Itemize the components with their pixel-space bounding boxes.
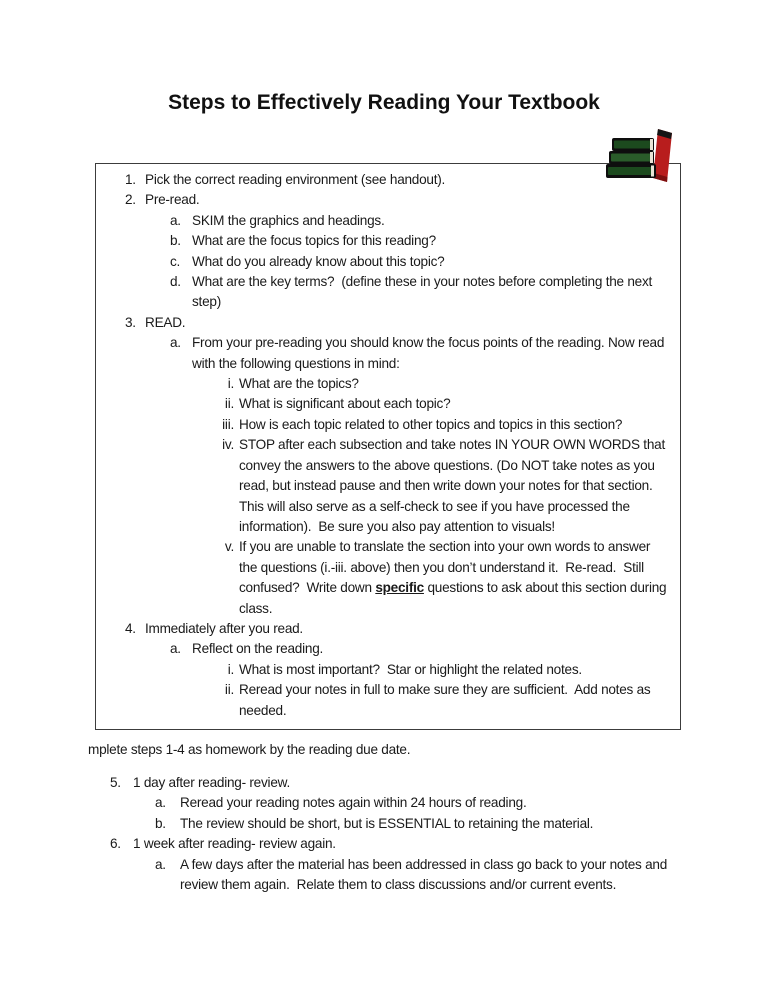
list-marker: a. [155,795,166,811]
list-item [96,639,668,659]
list-item [96,619,668,639]
list-item [96,211,668,231]
list-item [96,680,668,721]
list-item [96,190,668,210]
list-item-text: What are the topics? [239,376,359,392]
list-item [96,313,668,333]
list-item-text: How is each topic related to other topics and topics in this section? [239,416,623,432]
page-title: Steps to Effectively Reading Your Textbook [168,91,600,114]
list-marker: 4. [125,620,136,636]
reading-steps-box [95,163,681,730]
list-item-text: What do you already know about this topic? [192,253,445,269]
books-icon [606,125,678,189]
list-marker: a. [170,212,181,228]
list-item-text: Immediately after you read. [145,620,303,636]
list-marker: 1. [125,172,136,187]
list-item-text: What are the focus topics for this reading? [192,233,436,249]
review-steps-list [88,773,688,895]
homework-note: mplete steps 1-4 as homework by the reading due date. [88,741,411,757]
list-item-text: What is most important? Star or highlight the related notes. [239,661,582,677]
list-item [88,814,688,834]
list-item [96,394,668,414]
list-item [96,333,668,374]
list-marker: 6. [110,836,121,852]
list-text-segment: questions to ask about this section during class. [239,580,670,616]
list-item [88,855,688,896]
list-marker: b. [155,815,166,831]
list-item-text: Reflect on the reading. [192,641,324,657]
list-item [96,537,668,619]
list-item [96,374,668,394]
list-marker: ii. [224,682,234,698]
list-item-text: A few days after the material has been addressed in class go back to your notes and review them again. Relate them to class discussions and/or current events. [180,856,671,892]
emphasized-word: specific [375,580,424,596]
list-marker: a. [155,856,166,872]
list-marker: iii. [222,416,234,432]
list-item [88,793,688,813]
list-marker: i. [227,661,234,677]
list-marker: 2. [125,192,136,208]
list-marker: 3. [125,314,136,330]
below-box-section [88,739,688,895]
list-item [96,660,668,680]
list-item-text: The review should be short, but is ESSENTIAL to retaining the material. [180,815,594,831]
list-item-text: From your pre-reading you should know the focus points of the reading. Now read with the following questions in mind: [192,335,668,371]
list-marker: 5. [110,774,121,790]
list-marker: iv. [222,437,234,453]
list-marker: c. [170,253,181,269]
list-marker: d. [170,274,181,290]
list-item-text: Reread your reading notes again within 24 hours of reading. [180,795,527,811]
list-item [96,252,668,272]
list-marker: b. [170,233,181,249]
list-item [96,231,668,251]
list-item [96,415,668,435]
list-marker: a. [170,335,181,351]
list-item-text: Pick the correct reading environment (see handout). [145,172,446,187]
list-item-text: What is significant about each topic? [239,396,451,412]
list-marker: i. [227,376,234,392]
list-marker: a. [170,641,181,657]
list-marker: ii. [224,396,234,412]
list-item-text: SKIM the graphics and headings. [192,212,385,228]
list-item-text [239,537,668,619]
list-item [96,170,668,190]
list-item-text: STOP after each subsection and take notes IN YOUR OWN WORDS that convey the answers to the above questions. (Do NOT take notes as you read, but instead pause and then write down your notes for that section. This will also serve as a self-check to see if you have processed the information). Be sure you also pay attention to visuals! [239,437,669,534]
list-item-text: 1 day after reading- review. [133,774,290,790]
list-item-text: READ. [145,314,186,330]
list-item [88,834,688,854]
list-item [88,773,688,793]
list-item-text: Pre-read. [145,192,200,208]
list-marker: v. [224,539,234,555]
list-item-text: 1 week after reading- review again. [133,836,336,852]
list-item [96,435,668,537]
list-item-text: Reread your notes in full to make sure they are sufficient. Add notes as needed. [239,682,654,718]
list-item [96,272,668,313]
list-item-text: What are the key terms? (define these in your notes before completing the next step) [192,274,656,310]
list-text-segment: If you are unable to translate the section into your own words to answer the questions (i.-iii. above) then you don’t understand it. Re-read. Still confused? Write down [239,539,654,596]
